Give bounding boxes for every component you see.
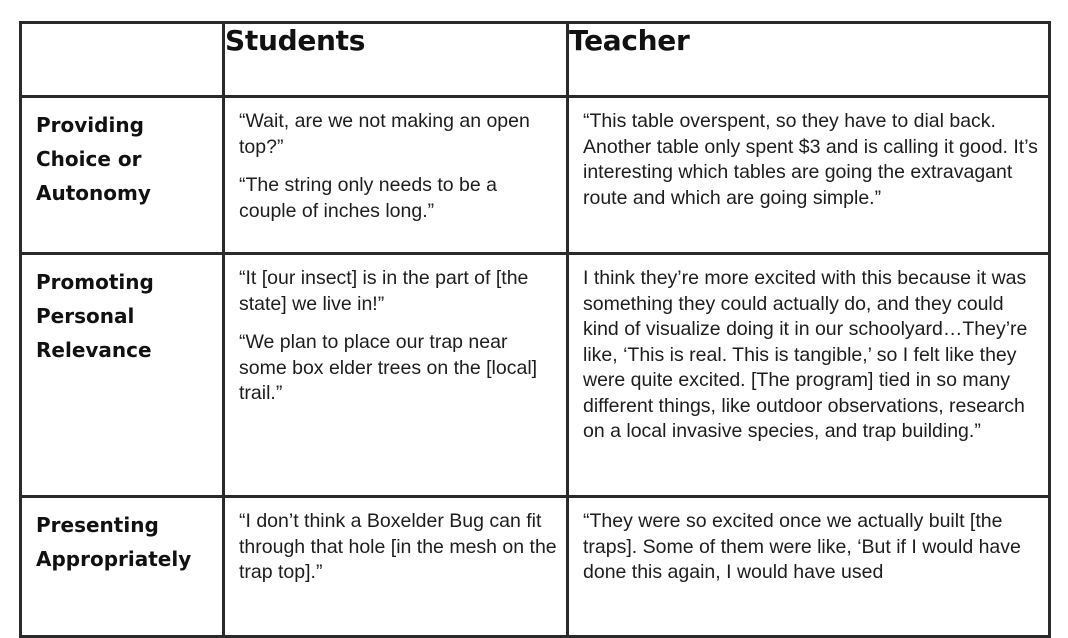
students-column-header: Students — [224, 23, 568, 97]
row-label-line: Presenting — [36, 513, 159, 537]
corner-cell — [21, 23, 224, 97]
row-label-line: Promoting — [36, 270, 154, 294]
student-quote: “It [our insect] is in the part of [the state] we live in!” — [239, 267, 529, 315]
row-label-line: Autonomy — [36, 181, 151, 205]
teacher-column-header: Teacher — [568, 23, 1050, 97]
table-row-presenting-appropriately — [21, 497, 1050, 637]
teacher-quote: “They were so excited once we actually built [the traps]. Some of them were like, ‘But if I would have done this again, I would have used — [583, 510, 1021, 583]
row-label-presenting-appropriately — [21, 497, 224, 637]
teacher-quote-presenting-appropriately — [568, 497, 1050, 637]
students-quotes-personal-relevance — [224, 254, 568, 497]
table-row-personal-relevance — [21, 254, 1050, 497]
row-label-line: Choice or — [36, 147, 142, 171]
student-quote: “We plan to place our trap near some box elder trees on the [local] trail.” — [239, 331, 538, 404]
teacher-quote-choice-autonomy — [568, 97, 1050, 254]
students-quotes-presenting-appropriately — [224, 497, 568, 637]
teacher-quote: “This table overspent, so they have to dial back. Another table only spent $3 and is calling it good. It’s interesting which tables are going the extravagant route and which are going simple.” — [583, 110, 1038, 209]
row-label-choice-autonomy — [21, 97, 224, 254]
student-quote: “The string only needs to be a couple of inches long.” — [239, 174, 497, 222]
row-label-personal-relevance — [21, 254, 224, 497]
header-row — [21, 23, 1050, 97]
row-label-line: Personal — [36, 304, 135, 328]
row-label-line: Providing — [36, 113, 144, 137]
table-row-choice-autonomy — [21, 97, 1050, 254]
student-quote: “I don’t think a Boxelder Bug can fit through that hole [in the mesh on the trap top].” — [239, 510, 557, 583]
student-quote: “Wait, are we not making an open top?” — [239, 110, 530, 158]
teacher-quote-personal-relevance — [568, 254, 1050, 497]
teacher-quote: I think they’re more excited with this because it was something they could actually do, and they could kind of visualize doing it in our schoolyard…They’re like, ‘This is real. This is tangible,’ so I felt like they were quite excited. [The program] tied in so many different things, like outdoor observations, research on a local invasive species, and trap building.” — [583, 267, 1028, 442]
row-label-line: Relevance — [36, 338, 152, 362]
row-label-line: Appropriately — [36, 547, 192, 571]
students-quotes-choice-autonomy — [224, 97, 568, 254]
motivation-table — [19, 21, 1051, 638]
